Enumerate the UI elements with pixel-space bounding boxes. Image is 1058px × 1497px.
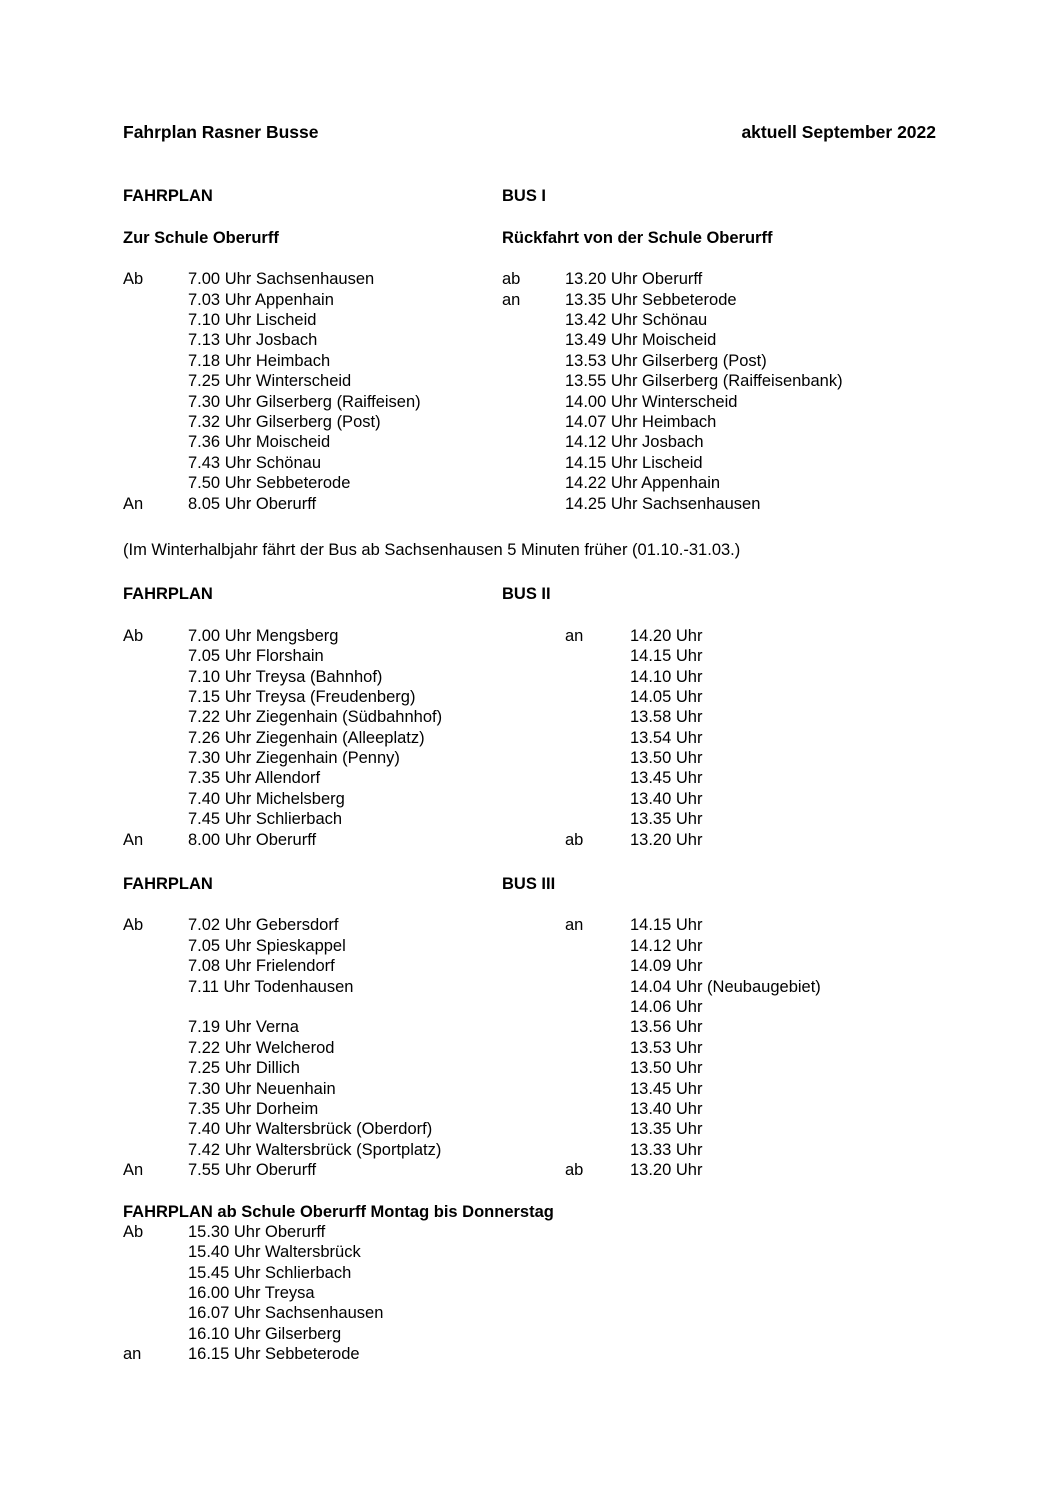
table-row — [123, 1058, 953, 1078]
row-marker-departure: Ab — [123, 916, 144, 935]
row-stop: 7.45 Uhr Schlierbach — [188, 810, 343, 829]
row-time-return: 13.58 Uhr — [630, 708, 703, 727]
row-stop: 7.00 Uhr Mengsberg — [188, 626, 339, 645]
row-marker-return — [565, 936, 630, 956]
table-row — [123, 1160, 953, 1180]
row-stop: 7.10 Uhr Treysa (Bahnhof) — [188, 667, 383, 686]
table-row — [123, 453, 953, 473]
row-time-return: 13.54 Uhr — [630, 728, 703, 747]
row-stop: 7.55 Uhr Oberurff — [188, 1161, 317, 1180]
row-marker-return — [565, 997, 630, 1017]
timetable-bus-1 — [123, 269, 953, 514]
table-row — [123, 768, 953, 788]
table-row — [123, 371, 953, 391]
row-stop-return: 13.49 Uhr Moischeid — [565, 331, 717, 350]
table-row — [123, 789, 953, 809]
row-stop-return: 13.42 Uhr Schönau — [565, 311, 708, 329]
table-row — [123, 1283, 953, 1303]
table-row — [123, 667, 953, 687]
section-heading-bus-3 — [123, 874, 953, 894]
row-marker-departure — [123, 1242, 188, 1262]
row-marker-departure — [123, 977, 188, 997]
timetable-bus-2 — [123, 626, 953, 850]
row-marker-departure — [123, 1303, 188, 1323]
table-row — [123, 956, 953, 976]
row-marker-departure — [123, 956, 188, 976]
row-marker-departure — [123, 371, 188, 391]
row-marker-return: ab — [502, 270, 521, 289]
table-row — [123, 1017, 953, 1037]
row-stop: 7.22 Uhr Welcherod — [188, 1038, 335, 1057]
row-stop-return: 14.15 Uhr Lischeid — [565, 453, 703, 472]
subheading-bus-1 — [123, 228, 953, 248]
row-marker-return — [565, 1140, 630, 1160]
row-marker-return — [565, 1017, 630, 1037]
section-label-bus-3: BUS III — [502, 875, 556, 894]
row-time-return: 14.04 Uhr (Neubaugebiet) — [630, 977, 821, 996]
row-marker-return: an — [565, 916, 584, 935]
row-marker-return — [502, 351, 565, 371]
table-row — [123, 1344, 953, 1364]
row-stop: 7.19 Uhr Verna — [188, 1018, 299, 1037]
row-time-return: 13.35 Uhr — [630, 810, 703, 829]
table-row — [123, 494, 953, 514]
row-time-return: 14.20 Uhr — [630, 626, 703, 645]
table-row — [123, 392, 953, 412]
row-stop: 7.30 Uhr Gilserberg (Raiffeisen) — [188, 392, 421, 411]
row-time-return: 14.10 Uhr — [630, 667, 703, 686]
row-marker-departure — [123, 768, 188, 788]
row-stop: 7.18 Uhr Heimbach — [188, 351, 331, 370]
table-row — [123, 290, 953, 310]
row-marker-departure: Ab — [123, 626, 144, 645]
row-time-return: 14.09 Uhr — [630, 957, 703, 976]
row-time-return: 14.05 Uhr — [630, 687, 703, 706]
row-stop: 16.15 Uhr Sebbeterode — [188, 1345, 360, 1364]
table-row — [123, 809, 953, 829]
row-marker-return — [502, 330, 565, 350]
section-label-fahrplan-1: FAHRPLAN — [123, 187, 213, 206]
row-stop-return: 13.35 Uhr Sebbeterode — [565, 290, 737, 309]
row-time-return: 14.15 Uhr — [630, 916, 703, 935]
row-marker-departure — [123, 1079, 188, 1099]
row-time-return: 14.12 Uhr — [630, 936, 703, 955]
row-marker-departure — [123, 310, 188, 330]
row-marker-return: an — [565, 626, 584, 645]
row-time-return: 13.40 Uhr — [630, 1099, 703, 1118]
table-row — [123, 626, 953, 646]
subheading-return-1: Rückfahrt von der Schule Oberurff — [502, 228, 773, 247]
row-stop-return: 14.22 Uhr Appenhain — [565, 474, 721, 493]
row-marker-departure — [123, 1283, 188, 1303]
row-time-return: 13.50 Uhr — [630, 749, 703, 768]
row-stop-return: 13.20 Uhr Oberurff — [565, 270, 703, 289]
row-stop-return: 14.12 Uhr Josbach — [565, 433, 704, 452]
row-stop: 7.10 Uhr Lischeid — [188, 311, 317, 329]
row-marker-departure — [123, 1263, 188, 1283]
row-stop: 7.08 Uhr Frielendorf — [188, 957, 335, 976]
row-stop: 7.11 Uhr Todenhausen — [188, 977, 354, 996]
table-row — [123, 1303, 953, 1323]
row-marker-departure — [123, 432, 188, 452]
row-stop: 7.35 Uhr Dorheim — [188, 1099, 319, 1118]
row-marker-return — [502, 473, 565, 493]
row-time-return: 13.35 Uhr — [630, 1120, 703, 1139]
row-stop: 16.00 Uhr Treysa — [188, 1284, 315, 1303]
row-stop: 7.32 Uhr Gilserberg (Post) — [188, 412, 381, 431]
section-label-bus-1: BUS I — [502, 187, 547, 206]
row-marker-return: an — [502, 290, 521, 309]
row-stop: 7.05 Uhr Spieskappel — [188, 936, 346, 955]
row-marker-departure — [123, 1324, 188, 1344]
row-marker-departure — [123, 290, 188, 310]
row-stop: 7.25 Uhr Dillich — [188, 1059, 300, 1078]
row-stop: 7.40 Uhr Michelsberg — [188, 789, 345, 808]
row-marker-departure — [123, 453, 188, 473]
row-time-return: 13.53 Uhr — [630, 1038, 703, 1057]
row-marker-return — [565, 1058, 630, 1078]
row-marker-departure — [123, 1058, 188, 1078]
timetable-bus-3 — [123, 915, 953, 1180]
row-marker-arrival: An — [123, 494, 144, 513]
row-marker-departure — [123, 1099, 188, 1119]
row-stop: 8.05 Uhr Oberurff — [188, 494, 317, 513]
section-label-bus-2: BUS II — [502, 585, 551, 604]
row-marker-departure — [123, 707, 188, 727]
row-stop-return: 13.55 Uhr Gilserberg (Raiffeisenbank) — [565, 372, 843, 391]
row-marker-return — [502, 432, 565, 452]
table-row — [123, 728, 953, 748]
section-label-fahrplan-3: FAHRPLAN — [123, 875, 213, 894]
table-row — [123, 1263, 953, 1283]
row-marker-return — [565, 687, 630, 707]
row-stop: 7.22 Uhr Ziegenhain (Südbahnhof) — [188, 708, 443, 727]
row-stop: 7.03 Uhr Appenhain — [188, 290, 334, 309]
row-stop: 7.42 Uhr Waltersbrück (Sportplatz) — [188, 1140, 442, 1159]
table-row — [123, 1099, 953, 1119]
row-marker-departure — [123, 412, 188, 432]
row-marker-departure — [123, 789, 188, 809]
row-marker-departure — [123, 473, 188, 493]
row-marker-return — [565, 728, 630, 748]
row-time-return: 13.20 Uhr — [630, 1161, 703, 1180]
row-stop — [188, 997, 565, 1017]
row-stop: 8.00 Uhr Oberurff — [188, 830, 317, 849]
row-marker-return — [502, 412, 565, 432]
row-stop-return: 13.53 Uhr Gilserberg (Post) — [565, 351, 767, 370]
row-time-return: 13.40 Uhr — [630, 789, 703, 808]
section-label-fahrplan-2: FAHRPLAN — [123, 585, 213, 604]
table-row — [123, 269, 953, 289]
header-date: aktuell September 2022 — [741, 122, 936, 142]
row-marker-departure — [123, 667, 188, 687]
document-body — [123, 122, 953, 1365]
row-marker-return — [565, 977, 630, 997]
document-header — [123, 122, 953, 142]
table-row — [123, 1324, 953, 1344]
section-heading-bus-1 — [123, 186, 953, 206]
row-marker-departure — [123, 1119, 188, 1139]
subheading-outbound-1: Zur Schule Oberurff — [123, 228, 279, 247]
row-marker-return — [565, 809, 630, 829]
table-row — [123, 432, 953, 452]
row-stop: 15.45 Uhr Schlierbach — [188, 1263, 352, 1282]
row-marker-departure — [123, 728, 188, 748]
row-stop: 7.30 Uhr Neuenhain — [188, 1079, 336, 1098]
row-marker-return — [565, 1038, 630, 1058]
row-stop: 7.00 Uhr Sachsenhausen — [188, 270, 375, 289]
row-marker-departure: Ab — [123, 1222, 144, 1241]
row-stop-return: 14.07 Uhr Heimbach — [565, 412, 717, 431]
row-marker-return — [565, 1099, 630, 1119]
table-row — [123, 1242, 953, 1262]
row-stop: 7.13 Uhr Josbach — [188, 331, 318, 350]
table-row — [123, 1222, 953, 1242]
spacer — [123, 1181, 953, 1202]
row-stop: 7.05 Uhr Florshain — [188, 647, 324, 666]
row-stop: 7.25 Uhr Winterscheid — [188, 372, 352, 391]
row-marker-departure — [123, 1017, 188, 1037]
table-row — [123, 1140, 953, 1160]
row-time-return: 13.33 Uhr — [630, 1140, 703, 1159]
table-row — [123, 830, 953, 850]
row-marker-departure — [123, 646, 188, 666]
row-time-return: 14.06 Uhr — [630, 997, 703, 1016]
row-marker-departure — [123, 997, 188, 1017]
row-stop: 7.40 Uhr Waltersbrück (Oberdorf) — [188, 1120, 433, 1139]
table-row — [123, 936, 953, 956]
row-stop: 15.30 Uhr Oberurff — [188, 1222, 326, 1241]
row-marker-return — [565, 646, 630, 666]
row-marker-return — [565, 667, 630, 687]
table-row — [123, 310, 953, 330]
row-marker-departure — [123, 809, 188, 829]
row-stop: 7.36 Uhr Moischeid — [188, 433, 331, 452]
row-stop: 7.50 Uhr Sebbeterode — [188, 474, 351, 493]
section-heading-bus-2 — [123, 584, 953, 604]
row-marker-departure — [123, 330, 188, 350]
row-marker-return — [565, 1079, 630, 1099]
table-row — [123, 412, 953, 432]
row-marker-return — [502, 494, 565, 514]
row-stop-return: 14.00 Uhr Winterscheid — [565, 392, 738, 411]
row-marker-departure — [123, 748, 188, 768]
row-stop: 15.40 Uhr Waltersbrück — [188, 1243, 361, 1262]
spacer — [123, 850, 953, 874]
table-row — [123, 646, 953, 666]
row-marker-return — [502, 310, 565, 330]
table-row — [123, 977, 953, 997]
row-marker-departure: Ab — [123, 270, 144, 289]
row-marker-return — [502, 453, 565, 473]
row-stop: 7.02 Uhr Gebersdorf — [188, 916, 339, 935]
row-marker-return — [565, 956, 630, 976]
table-row — [123, 1119, 953, 1139]
row-stop: 16.07 Uhr Sachsenhausen — [188, 1304, 384, 1323]
table-row — [123, 351, 953, 371]
row-marker-departure — [123, 1140, 188, 1160]
row-marker-departure — [123, 687, 188, 707]
row-time-return: 14.15 Uhr — [630, 647, 703, 666]
row-stop: 7.15 Uhr Treysa (Freudenberg) — [188, 687, 416, 706]
row-marker-return — [502, 392, 565, 412]
row-time-return: 13.45 Uhr — [630, 1079, 703, 1098]
row-time-return: 13.20 Uhr — [630, 830, 703, 849]
table-row — [123, 330, 953, 350]
row-marker-return — [565, 768, 630, 788]
row-stop: 7.30 Uhr Ziegenhain (Penny) — [188, 749, 400, 768]
row-marker-departure — [123, 936, 188, 956]
row-marker-return: ab — [565, 1161, 584, 1180]
table-row — [123, 473, 953, 493]
table-row — [123, 687, 953, 707]
timetable-afternoon — [123, 1222, 953, 1365]
row-marker-arrival: An — [123, 830, 144, 849]
winter-schedule-note: (Im Winterhalbjahr fährt der Bus ab Sachsenhausen 5 Minuten früher (01.10.-31.03.) — [123, 540, 741, 559]
row-marker-return — [565, 748, 630, 768]
table-row — [123, 1038, 953, 1058]
row-marker-departure — [123, 392, 188, 412]
table-row — [123, 997, 953, 1017]
table-row — [123, 707, 953, 727]
section-heading-afternoon: FAHRPLAN ab Schule Oberurff Montag bis Donnerstag — [123, 1202, 554, 1221]
row-time-return: 13.45 Uhr — [630, 769, 703, 788]
row-marker-departure — [123, 1038, 188, 1058]
row-marker-departure — [123, 351, 188, 371]
row-marker-return — [565, 1119, 630, 1139]
row-stop-return: 14.25 Uhr Sachsenhausen — [565, 494, 761, 513]
page-title: Fahrplan Rasner Busse — [123, 122, 319, 142]
row-marker-return — [565, 707, 630, 727]
row-time-return: 13.56 Uhr — [630, 1018, 703, 1037]
row-stop: 16.10 Uhr Gilserberg — [188, 1324, 342, 1343]
table-row — [123, 748, 953, 768]
row-stop: 7.43 Uhr Schönau — [188, 453, 322, 472]
table-row — [123, 1079, 953, 1099]
row-marker-arrival: An — [123, 1161, 144, 1180]
row-marker-arrival: an — [123, 1345, 142, 1364]
row-marker-return — [502, 371, 565, 391]
row-marker-return — [565, 789, 630, 809]
spacer — [123, 560, 953, 584]
row-time-return: 13.50 Uhr — [630, 1059, 703, 1078]
row-stop: 7.26 Uhr Ziegenhain (Alleeplatz) — [188, 728, 425, 747]
table-row — [123, 915, 953, 935]
row-stop: 7.35 Uhr Allendorf — [188, 769, 321, 788]
row-marker-return: ab — [565, 830, 584, 849]
